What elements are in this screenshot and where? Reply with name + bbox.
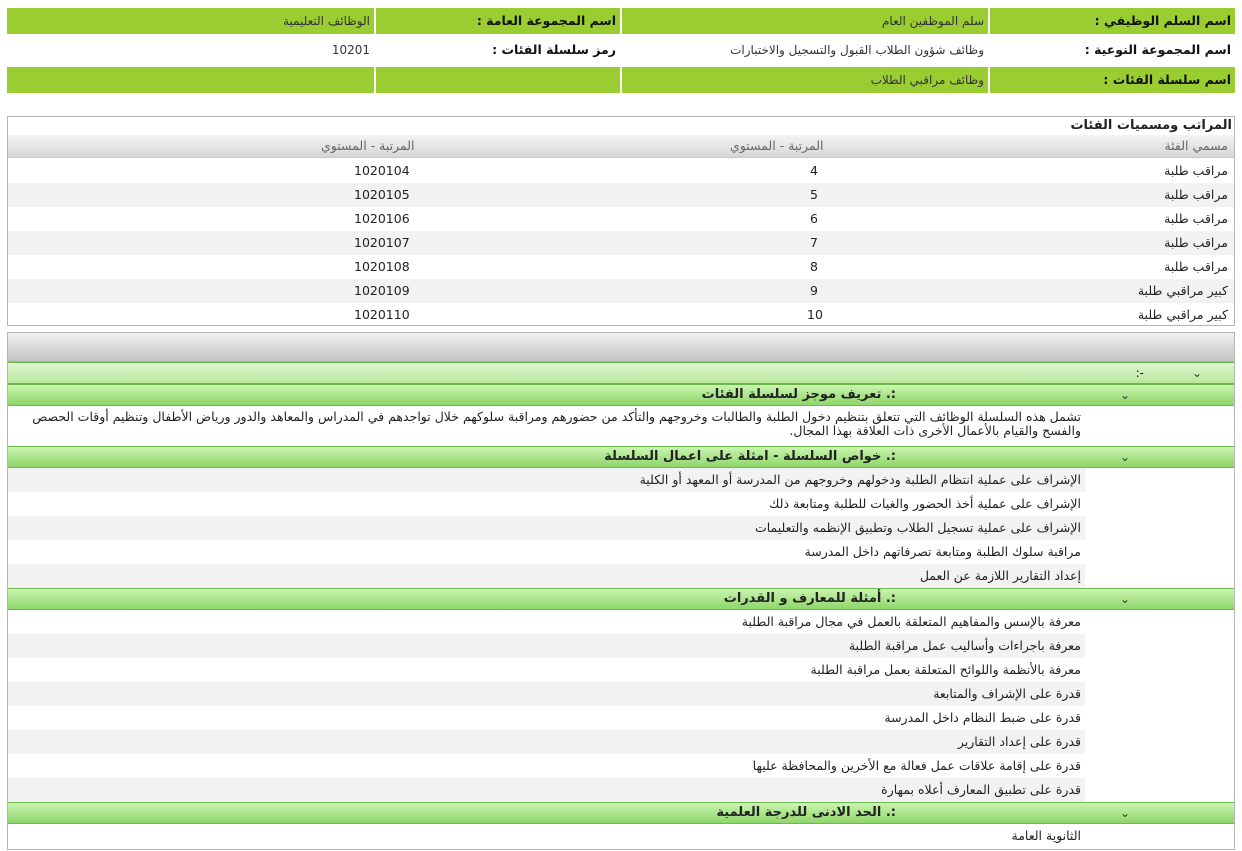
label-series-code: رمز سلسلة الفئات : [376,37,620,63]
table-row [8,183,1234,207]
value-general-group: الوظائف التعليمية [7,8,374,34]
value-series-code: 10201 [7,37,374,63]
cell-category-name: مراقب طلبة [1164,259,1228,274]
cell-category-name: مراقب طلبة [1164,235,1228,250]
cell-code: 1020107 [354,235,410,250]
skill-text: قدرة على تطبيق المعارف أعلاه بمهارة [881,782,1081,797]
list-item [8,778,1085,802]
list-item [8,634,1085,658]
series-details-panel [7,332,1235,850]
list-item [8,730,1085,754]
value-series-name: وظائف مراقبي الطلاب [622,67,988,93]
duty-text: مراقبة سلوك الطلبة ومتابعة تصرفاتهم داخل المدرسة [804,544,1081,559]
group-text: :- [1135,366,1144,380]
chevron-down-icon[interactable]: ⌄ [1191,366,1202,380]
duty-text: الإشراف على عملية تسجيل الطلاب وتطبيق الإنظمه والتعليمات [754,520,1081,535]
table-row [8,279,1234,303]
list-item [8,540,1085,564]
cell-grade: 5 [810,187,818,202]
cell-category-name: مراقب طلبة [1164,187,1228,202]
list-item [8,564,1085,588]
list-item [8,706,1085,730]
table-row [8,159,1234,183]
list-item [8,824,1085,848]
education-text: الثانوية العامة [1011,828,1081,843]
skill-text: معرفة باجراءات وأساليب عمل مراقبة الطلبة [848,638,1081,653]
cell-category-name: كبير مراقبي طلبة [1137,307,1228,322]
skill-text: معرفة بالإسس والمفاهيم المتعلقة بالعمل في مجال مراقبة الطلبة [741,614,1081,629]
list-item [8,658,1085,682]
cell-code: 1020108 [354,259,410,274]
chevron-down-icon[interactable]: ⌄ [1119,450,1130,464]
section-title-duties: :. خواص السلسلة - امثلة على اعمال السلسلة [604,449,896,464]
skill-text: قدرة على ضبط النظام داخل المدرسة [884,710,1081,725]
list-item [8,754,1085,778]
label-general-group: اسم المجموعة العامة : [376,8,620,34]
cell-grade: 7 [810,235,818,250]
skill-text: قدرة على الإشراف والمتابعة [933,686,1081,701]
column-header-grade[interactable]: المرتبة - المستوي [730,138,824,153]
table-row [8,231,1234,255]
list-item [8,610,1085,634]
skill-text: معرفة بالأنظمة واللوائح المتعلقة بعمل مراقبة الطلبة [810,662,1081,677]
section-header-duties[interactable] [8,446,1234,468]
cell-grade: 4 [810,163,818,178]
cell-grade: 8 [810,259,818,274]
table-row [8,255,1234,279]
section-header-skills[interactable] [8,588,1234,610]
chevron-down-icon[interactable]: ⌄ [1119,592,1130,606]
section-header-education[interactable] [8,802,1234,824]
cell-code: 1020105 [354,187,410,202]
duty-text: الإشراف على عملية انتظام الطلبة ودخولهم وخروجهم من المدرسة أو المعهد أو الكلية [639,472,1081,487]
list-item [8,682,1085,706]
column-header-category[interactable]: مسمي الفئة [1164,138,1228,153]
value-scale: سلم الموظفين العام [622,8,988,34]
cell-category-name: مراقب طلبة [1164,163,1228,178]
skill-text: قدرة على إعداد التقارير [957,734,1081,749]
section-title-skills: :. أمثلة للمعارف و القدرات [723,591,896,606]
duty-text: إعداد التقارير اللازمة عن العمل [919,568,1081,583]
section-title-definition: :. تعريف موجز لسلسلة الفئات [701,387,896,402]
cell-category-name: مراقب طلبة [1164,211,1228,226]
cell-code: 1020104 [354,163,410,178]
label-scale: اسم السلم الوظيفي : [990,8,1235,34]
empty-cell [376,67,620,93]
label-type-group: اسم المجموعة النوعية : [990,37,1235,63]
value-type-group: وظائف شؤون الطلاب القبول والتسجيل والاختبارات [622,37,988,63]
grades-table [7,116,1235,326]
cell-code: 1020106 [354,211,410,226]
column-header-code[interactable]: المرتبة - المستوي [321,138,415,153]
label-series-name: اسم سلسلة الفئات : [990,67,1235,93]
section-title-education: :. الحد الادنى للدرجة العلمية [716,805,896,820]
cell-grade: 6 [810,211,818,226]
list-item [8,492,1085,516]
empty-cell [7,67,374,93]
details-group-row[interactable] [8,362,1234,384]
cell-grade: 9 [810,283,818,298]
duty-text: الإشراف على عملية أخذ الحضور والغيات للطلبة ومتابعة ذلك [769,496,1081,511]
section-header-definition[interactable] [8,384,1234,406]
cell-category-name: كبير مراقبي طلبة [1137,283,1228,298]
list-item [8,516,1085,540]
grades-header-row [8,135,1234,158]
cell-code: 1020109 [354,283,410,298]
table-row [8,207,1234,231]
chevron-down-icon[interactable]: ⌄ [1119,806,1130,820]
details-toolbar [8,333,1234,362]
chevron-down-icon[interactable]: ⌄ [1119,388,1130,402]
cell-code: 1020110 [354,307,410,322]
table-row [8,303,1234,327]
skill-text: قدرة على إقامة علاقات عمل فعالة مع الأخرين والمحافظة عليها [752,758,1081,773]
definition-text: تشمل هذه السلسلة الوظائف التي تتعلق بتنظيم دخول الطلبة والطالبات وخروجهم والتأكد من حضورهم ومراقبة سلوكهم خلال تواجدهم في المدراس والمعاهد والدور ورياض الأطفال وتنظيم أوقات الحصص والفسح والقيام بالأعمال الأخرى ذات العلاقة بهذا المجال. [32,409,1081,438]
list-item [8,468,1085,492]
cell-grade: 10 [807,307,823,322]
grades-title: المراتب ومسميات الفئات [1070,118,1232,133]
